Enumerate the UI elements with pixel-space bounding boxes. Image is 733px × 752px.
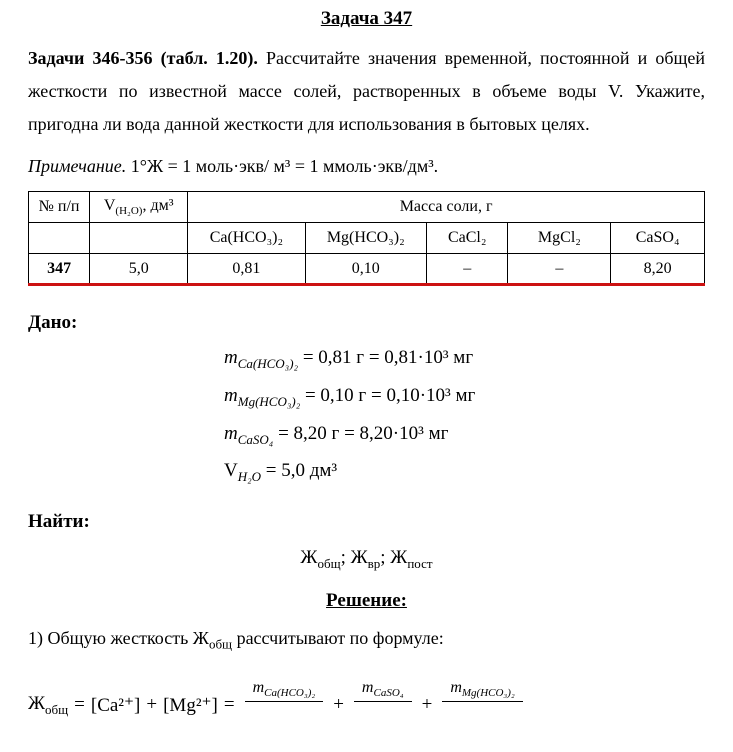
math-value: = 5,0 дм³ — [261, 460, 338, 482]
header-num: № п/п — [29, 192, 90, 223]
magnesium-ion-term: [Mg²⁺] — [163, 694, 218, 716]
note-italic-lead: Примечание. — [28, 156, 127, 176]
math-var-sub: H₂O — [237, 469, 262, 485]
hardness-sub: вр — [367, 555, 381, 571]
cell-value-5: 8,20 — [611, 254, 705, 285]
cell-value-4: – — [508, 254, 611, 285]
intro-bold-lead: Задачи 346-356 (табл. 1.20). — [28, 48, 258, 68]
cell-value-2: 0,10 — [305, 254, 426, 285]
math-value: = 8,20 г = 8,20·10³ мг — [273, 422, 449, 444]
hardness-sub: общ — [317, 555, 341, 571]
page-title: Задача 347 — [320, 8, 413, 29]
salt-mg-hco3: Mg(HCO₃)₂ — [305, 223, 426, 254]
hardness-sub: общ — [45, 701, 69, 717]
math-var-sub: CaSO₄ — [373, 686, 404, 699]
salt-caso4: CaSO₄ — [611, 223, 705, 254]
cell-value-3: – — [426, 254, 508, 285]
fraction-bar — [442, 701, 522, 702]
table-cell-empty — [90, 223, 188, 254]
hardness-sub: пост — [407, 555, 433, 571]
math-var-sub: Mg(HCO₃)₂ — [461, 686, 515, 699]
calcium-ion-term: [Ca²⁺] — [90, 694, 141, 716]
step-text-post: рассчитывают по формуле: — [232, 627, 444, 648]
given-line-3 — [224, 423, 705, 448]
math-var: m — [450, 678, 462, 696]
cell-value-1: 0,81 — [188, 254, 305, 285]
plus-sign: + — [421, 694, 433, 716]
find-label: Найти: — [28, 511, 90, 533]
step-text-pre: 1) Общую жесткость Ж — [28, 627, 209, 648]
note-paragraph — [28, 156, 705, 177]
formula-lhs — [28, 693, 68, 718]
find-quantities — [28, 547, 705, 572]
salt-mgcl2: MgCl₂ — [508, 223, 611, 254]
fraction-caso4 — [354, 679, 412, 732]
fraction-numerator — [245, 679, 324, 701]
header-volume — [90, 192, 188, 223]
fraction-bar — [245, 701, 324, 702]
cell-volume: 5,0 — [90, 254, 188, 285]
header-volume-sub: (H₂O) — [115, 205, 143, 218]
given-block — [224, 347, 705, 485]
given-label: Дано: — [28, 312, 78, 333]
plus-sign: + — [146, 694, 158, 716]
math-var: m — [361, 678, 374, 696]
header-mass: Масса соли, г — [188, 192, 705, 223]
hardness-symbol: Ж — [300, 547, 318, 569]
math-var-sub: CaSO₄ — [237, 431, 274, 447]
hardness-symbol: Ж — [28, 692, 46, 714]
salt-ca-hco3: Ca(HCO₃)₂ — [188, 223, 305, 254]
plus-sign: + — [333, 694, 344, 716]
fraction-numerator — [354, 679, 412, 701]
fraction-numerator — [442, 679, 522, 701]
cell-problem-number: 347 — [29, 254, 90, 285]
fraction-mg-hco3 — [442, 679, 522, 732]
salt-cacl2: CaCl₂ — [426, 223, 508, 254]
math-var: m — [224, 422, 238, 444]
total-hardness-formula — [28, 679, 705, 732]
math-var: m — [224, 347, 238, 368]
math-value: = 0,10 г = 0,10·10³ мг — [300, 384, 476, 406]
step-text-sub: общ — [208, 636, 233, 652]
math-var-sub: Ca(HCO₃)₂ — [237, 355, 299, 371]
equals-sign: = — [74, 694, 85, 716]
math-var: m — [252, 678, 265, 696]
hardness-symbol: ; Ж — [340, 547, 368, 569]
header-volume-lead: V — [103, 196, 116, 214]
math-var-sub: Ca(HCO₃)₂ — [264, 686, 316, 699]
hardness-symbol: ; Ж — [380, 547, 408, 569]
given-line-4 — [224, 460, 705, 485]
equals-sign: = — [223, 694, 235, 716]
table-cell-empty — [29, 223, 90, 254]
data-table — [28, 191, 705, 285]
intro-paragraph — [28, 42, 705, 141]
note-text: 1°Ж = 1 моль·экв/ м³ = 1 ммоль·экв/дм³. — [126, 156, 439, 176]
table-header-row — [29, 192, 705, 223]
table-salts-row — [29, 223, 705, 254]
math-var: m — [224, 384, 238, 406]
table-red-underline — [28, 283, 705, 286]
math-var: V — [224, 460, 238, 482]
step-1-text — [28, 628, 705, 653]
given-line-1 — [224, 347, 705, 372]
fraction-bar — [354, 701, 412, 702]
intro-text: Рассчитайте значения временной, постоянной и общей жесткости по известной массе солей, растворенных в объеме воды V. Укажите, пригодна ли вода данной жесткости для использования в бытовых целях. — [28, 48, 705, 134]
table-data-row — [29, 254, 705, 285]
solution-title: Решение: — [326, 589, 407, 611]
math-value: = 0,81 г = 0,81·10³ мг — [298, 347, 474, 368]
header-volume-rest: , дм³ — [142, 196, 174, 214]
given-line-2 — [224, 385, 705, 410]
fraction-ca-hco3 — [245, 679, 324, 732]
math-var-sub: Mg(HCO₃)₂ — [237, 393, 301, 409]
